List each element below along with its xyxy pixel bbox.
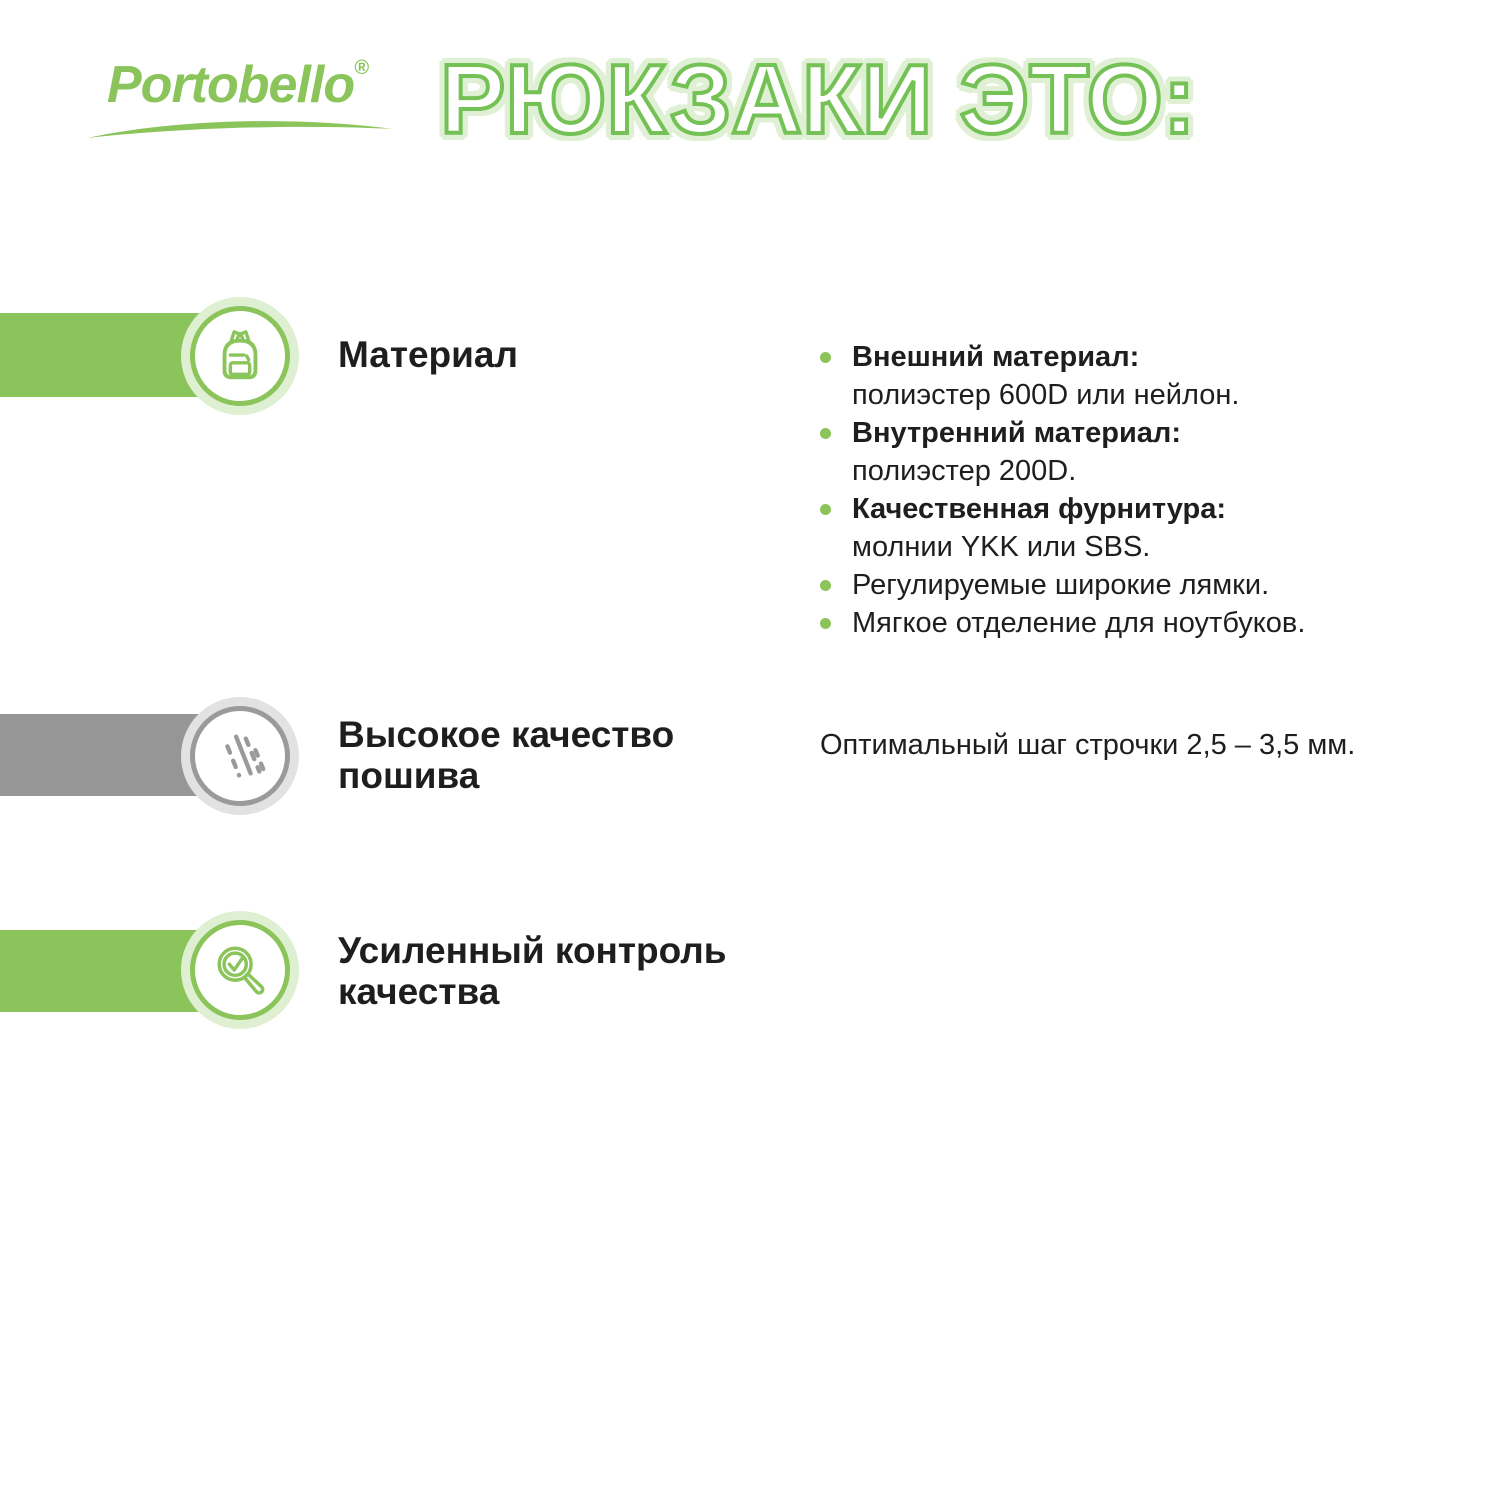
registered-mark: ® <box>354 57 369 79</box>
list-item <box>820 414 1420 490</box>
material-bullet-list <box>820 338 1420 642</box>
page-title: РЮКЗАКИ ЭТО: <box>440 44 1196 154</box>
feature-title-material: Материал <box>338 334 518 375</box>
feature-title-sewing: Высокое качество пошива <box>338 714 675 796</box>
sewing-icon-ring <box>190 706 290 806</box>
quality-control-icon-ring <box>190 920 290 1020</box>
sewing-note: Оптимальный шаг строчки 2,5 – 3,5 мм. <box>820 729 1356 761</box>
brand-logo <box>85 58 405 141</box>
bullet-regular-text: молнии YKK или SBS. <box>852 531 1151 563</box>
bullet-bold-text: Внешний материал: <box>852 341 1140 373</box>
stitching-icon <box>211 727 269 785</box>
brand-name-text: Portobello <box>107 56 355 114</box>
list-item-text <box>852 414 1181 490</box>
quality-control-icon-badge <box>181 911 299 1029</box>
bullet-dot-icon <box>820 504 831 515</box>
list-item <box>820 490 1420 566</box>
bullet-dot-icon <box>820 580 831 591</box>
feature-title-quality-control: Усиленный контроль качества <box>338 930 727 1012</box>
bullet-dot-icon <box>820 428 831 439</box>
list-item <box>820 604 1420 642</box>
bullet-regular-text: Мягкое отделение для ноутбуков. <box>852 607 1306 639</box>
bullet-dot-icon <box>820 352 831 363</box>
sewing-icon-badge <box>181 697 299 815</box>
logo-swoosh-icon <box>85 115 395 141</box>
bullet-regular-text: полиэстер 600D или нейлон. <box>852 379 1240 411</box>
list-item-text <box>852 490 1226 566</box>
brand-name <box>107 56 405 114</box>
bullet-bold-text: Качественная фурнитура: <box>852 493 1227 525</box>
list-item-text <box>852 338 1239 414</box>
bullet-regular-text: Регулируемые широкие лямки. <box>852 569 1270 601</box>
bullet-regular-text: полиэстер 200D. <box>852 455 1077 487</box>
magnifier-check-icon <box>211 941 269 999</box>
material-icon-ring <box>190 306 290 406</box>
material-icon-badge <box>181 297 299 415</box>
list-item <box>820 566 1420 604</box>
bullet-bold-text: Внутренний материал: <box>852 417 1182 449</box>
backpack-icon <box>211 327 269 385</box>
list-item <box>820 338 1420 414</box>
list-item-text <box>852 566 1269 604</box>
list-item-text <box>852 604 1305 642</box>
bullet-dot-icon <box>820 618 831 629</box>
